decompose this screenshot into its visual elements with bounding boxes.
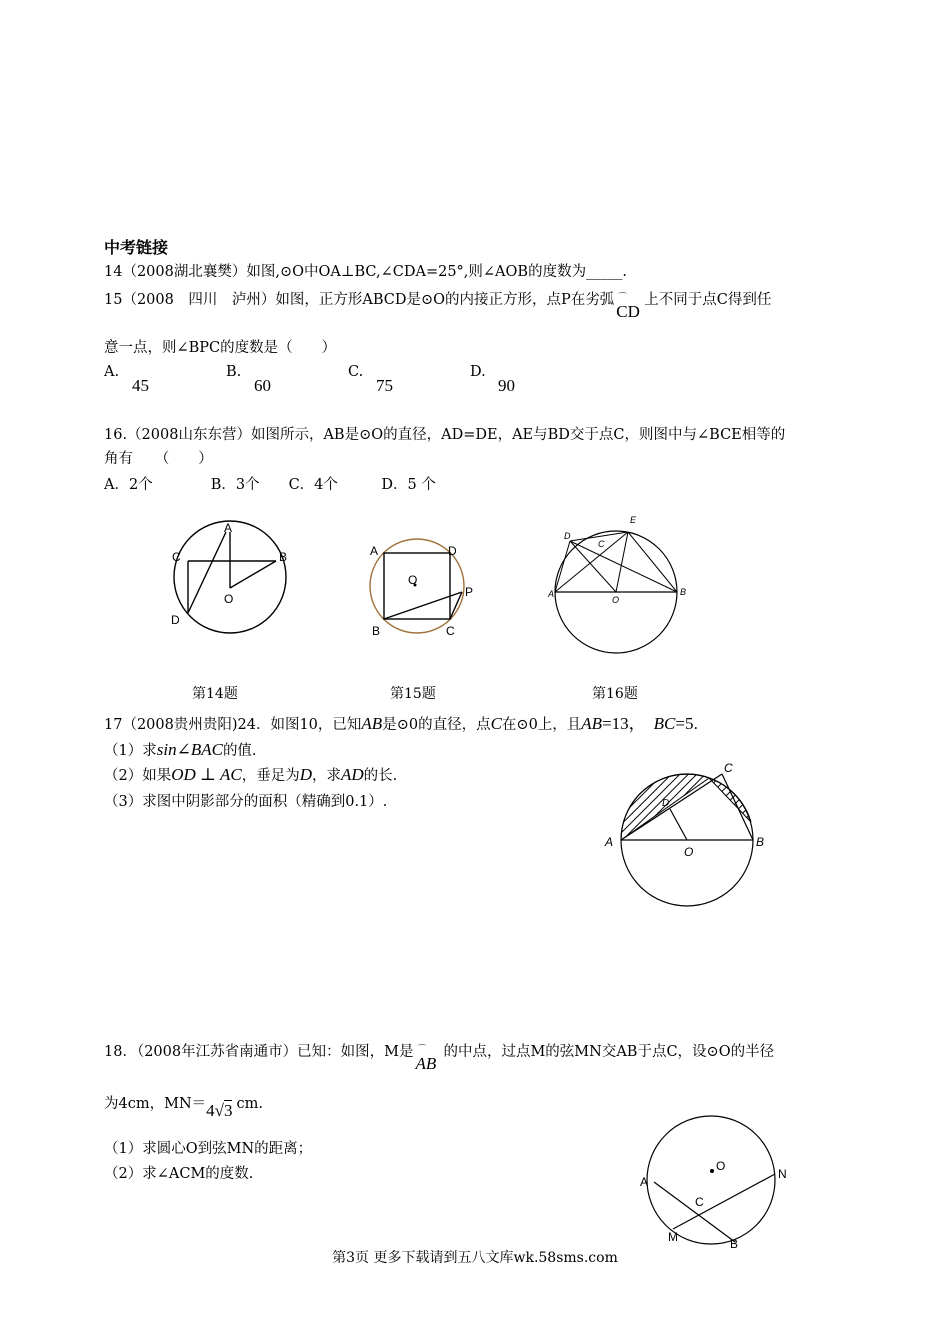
fig18-label-n: N <box>778 1167 787 1181</box>
q17-intro-c: 在⊙0上，且 <box>501 717 582 733</box>
option-label: D. <box>470 364 486 380</box>
q14-text: 14（2008湖北襄樊）如图,⊙O中OA⊥BC,∠CDA=25°,则∠AOB的度数为_____. <box>104 264 627 280</box>
fig17-od <box>670 809 687 840</box>
figure-16 <box>546 510 696 650</box>
q17-eq2-val: =5 <box>675 714 694 733</box>
fig16-label-b: B <box>680 587 687 597</box>
fig17-cb <box>722 774 753 840</box>
fig14-label-a: A <box>224 521 233 535</box>
fig18-chord-ab <box>654 1182 735 1242</box>
q17-p2-ad: AD <box>340 765 364 784</box>
option-label: A. <box>104 364 120 380</box>
figure-17 <box>600 760 770 900</box>
fig16-ad <box>555 541 570 592</box>
q17-p1-a: （1）求 <box>104 743 157 759</box>
q18-coef: 4 <box>206 1101 215 1120</box>
option-value: 45 <box>132 376 149 395</box>
q18-line2 <box>104 1094 263 1120</box>
section-title: 中考链接 <box>104 238 169 257</box>
sqrt-icon: √ <box>214 1101 224 1120</box>
fig16-ae <box>555 532 628 592</box>
q15-option-a <box>104 363 149 395</box>
q18-line1-a: 18．（2008年江苏省南通市）已知：如图，M是 <box>104 1044 414 1060</box>
fig18-center-dot <box>710 1169 714 1173</box>
q17-part1 <box>104 741 257 760</box>
q17-ab: AB <box>361 714 383 733</box>
fig17-shaded-segment-cb <box>709 778 751 822</box>
q17-p2-end: 的长. <box>363 768 398 784</box>
q17-p2-a: （2）如果 <box>104 768 172 784</box>
fig15-label-c: C <box>446 624 455 638</box>
q17-p2-d: D <box>299 765 312 784</box>
fig15-label-o: O <box>408 573 418 587</box>
q18-line2-b: cm. <box>236 1096 263 1112</box>
q17-p2-math: OD ⊥ AC <box>171 765 242 784</box>
q18-part2: （2）求∠ACM的度数. <box>104 1166 254 1182</box>
q17-c: C <box>490 714 502 733</box>
fig14-label-c: C <box>172 550 181 564</box>
fig18-label-m: M <box>668 1230 678 1244</box>
fig15-label-a: A <box>370 544 379 558</box>
q17-p1-b: 的值. <box>222 743 257 759</box>
figure-18 <box>640 1112 790 1252</box>
fig18-label-o: O <box>716 1159 726 1173</box>
fig18-label-c: C <box>695 1195 704 1209</box>
fig16-label-c: C <box>598 539 605 549</box>
fig15-caption: 第15题 <box>390 686 436 702</box>
q18-part1: （1）求圆心O到弦MN的距离； <box>104 1141 313 1157</box>
fig16-caption: 第16题 <box>592 686 638 702</box>
q15-option-d <box>470 363 515 395</box>
fig14-label-d: D <box>171 613 180 627</box>
q18-line1 <box>104 1043 775 1073</box>
fig15-label-p: P <box>465 585 474 599</box>
fig14-caption: 第14题 <box>192 686 238 702</box>
q15-line1-end: 上不同于点C得到任 <box>644 292 772 308</box>
q15-option-c <box>348 363 393 395</box>
fig17-label-o: O <box>684 845 694 859</box>
fig17-label-b: B <box>756 835 765 849</box>
q18-arc <box>413 1043 443 1073</box>
page-footer: 第3页 更多下载请到五八文库wk.58sms.com <box>332 1250 618 1266</box>
fig16-label-a: A <box>548 589 555 599</box>
q18-line2-a: 为4cm，MN＝ <box>104 1096 207 1112</box>
fig17-label-c: C <box>724 761 733 775</box>
q15-arc-label: CD <box>616 302 640 321</box>
q18-radicand: 3 <box>223 1101 233 1120</box>
fig16-label-o: O <box>612 595 620 605</box>
arc-icon: ⌒ <box>417 1045 427 1055</box>
figure-15 <box>368 540 478 640</box>
arc-icon: ⌒ <box>618 293 628 303</box>
q17-eq1: AB <box>581 714 603 733</box>
q16-line1: 16.（2008山东东营）如图所示，AB是⊙O的直径，AD=DE，AE与BD交于点C，则图中与∠BCE相等的 <box>104 427 786 443</box>
q18-arc-label: AB <box>415 1054 437 1073</box>
fig16-label-e: E <box>630 515 637 525</box>
fig17-label-d: D <box>662 798 670 809</box>
fig17-label-a: A <box>605 835 614 849</box>
q15-line1-text: 15（2008 四川 泸州）如图，正方形ABCD是⊙O的内接正方形，点P在劣弧 <box>104 292 615 308</box>
q17-intro-b: 是⊙0的直径，点 <box>382 717 491 733</box>
q16-line2: 角有 （ ） <box>104 451 213 467</box>
q17-part3: （3）求图中阴影部分的面积（精确到0.1）. <box>104 794 388 810</box>
fig14-label-b: B <box>279 550 288 564</box>
q17-end: . <box>693 717 699 733</box>
fig16-do <box>570 541 616 592</box>
fig15-label-b: B <box>372 624 381 638</box>
q17-eq2: BC <box>653 714 676 733</box>
q17-eq1-val: =13， <box>602 714 646 733</box>
figure-14 <box>168 520 298 650</box>
fig16-label-d: D <box>564 531 571 541</box>
fig14-label-o: O <box>224 592 234 606</box>
q17-p1-math: sin∠BAC <box>156 740 223 759</box>
fig18-label-b: B <box>730 1237 739 1251</box>
q17-intro <box>104 715 698 734</box>
option-value: 75 <box>376 376 393 395</box>
fig18-label-a: A <box>640 1175 649 1189</box>
fig15-label-d: D <box>448 544 457 558</box>
fig14-da <box>188 532 226 613</box>
option-label: C. <box>348 364 364 380</box>
q15-line2: 意一点，则∠BPC的度数是（ ） <box>104 340 337 356</box>
q18-line1-b: 的中点，过点M的弦MN交AB于点C，设⊙O的半径 <box>443 1044 775 1060</box>
q17-intro-a: 17（2008贵州贵阳)24．如图10，已知 <box>104 717 362 733</box>
q16-options: A．2个 B．3个 C．4个 D．5 个 <box>104 477 436 493</box>
option-value: 60 <box>254 376 271 395</box>
q17-p2-b: ，垂足为 <box>241 768 300 784</box>
q17-part2 <box>104 766 397 785</box>
option-label: B. <box>226 364 242 380</box>
q15-arc <box>614 291 644 321</box>
option-value: 90 <box>498 376 515 395</box>
q17-p2-c: ，求 <box>311 768 341 784</box>
q15-option-b <box>226 363 271 395</box>
fig14-ob <box>230 561 276 588</box>
q15-line1 <box>104 291 772 321</box>
